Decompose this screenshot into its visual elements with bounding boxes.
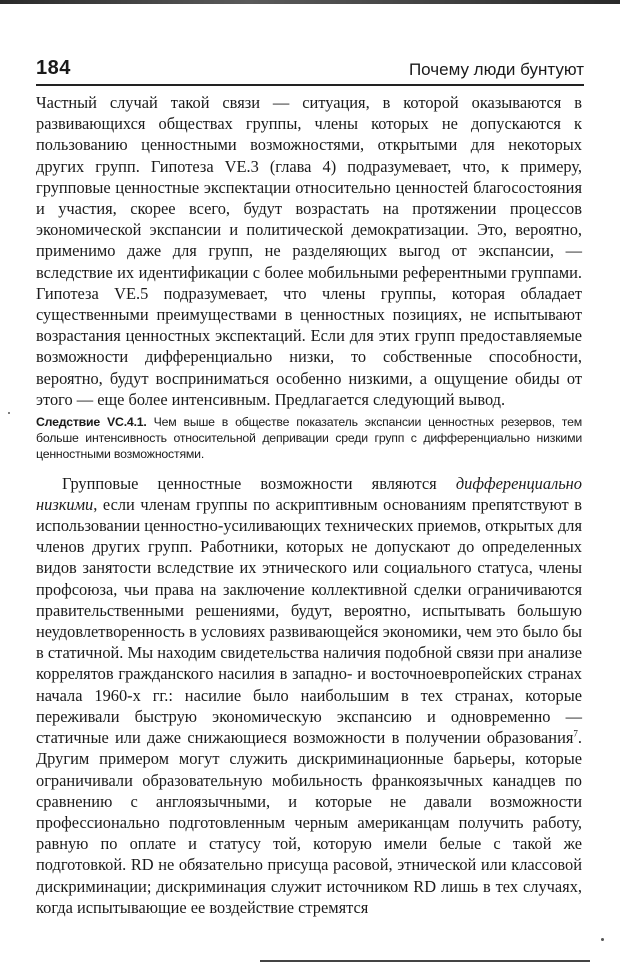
corollary-block xyxy=(36,414,582,463)
scan-speck xyxy=(8,412,10,414)
page-body xyxy=(36,92,582,918)
page-header xyxy=(36,54,584,86)
corollary-text: Чем выше в обществе показатель экспансии ценностных резервов, тем больше интенсивность относительной депривации среди групп с дифференциально низкими ценностными возможностями. xyxy=(36,415,582,462)
bottom-scan-edge xyxy=(260,960,590,962)
paragraph-2 xyxy=(36,473,582,918)
top-border-rule xyxy=(0,0,620,4)
footnote-marker[interactable]: 7 xyxy=(573,728,578,739)
corollary-label: Следствие VC.4.1. xyxy=(36,415,147,430)
paragraph-2-emphasis: дифференциально низкими xyxy=(36,473,582,514)
paragraph-2-lead: Групповые ценностные возможности являются xyxy=(62,473,456,493)
running-title: Почему люди бунтуют xyxy=(408,60,584,79)
page-number: 184 xyxy=(36,57,71,79)
paragraph-2-body: , если членам группы по аскриптивным основаниям препятствуют в использовании ценностно-усиливающих технических приемов, открытых для членов других групп. Работники, которых не допускают до определенных видов занятости вследствие их этнического или социального статуса, члены профсоюза, чьи права на заключение коллективной сделки ограничиваются правительственными решениями, будут, вероятно, испытывать большую неудовлетворенность в условиях развивающейся экономики, чем это было бы в статичной. Мы находим свидетельства наличия подобной связи при анализе коррелятов гражданского насилия в западно- и восточноевропейских странах начала 1960-х гг.: насилие было наибольшим в тех странах, которые переживали быструю экономическую экспансию и одновременно — статичные или даже снижающиеся возможности в получении образования xyxy=(36,494,582,748)
scan-speck xyxy=(601,938,604,941)
paragraph-2-tail: . Другим примером могут служить дискриминационные барьеры, которые ограничивали образовательную мобильность франкоязычных канадцев по сравнению с англоязычными, и которые не давали возможности профессионально подготовленным черным американцам получить работу, равную по оплате и статусу той, которую имели белые с такой же подготовкой. RD не обязательно присуща расовой, этнической или классовой дискриминации; дискриминация служит источником RD лишь в тех случаях, когда испытывающие ее воздействие стремятся xyxy=(36,728,582,917)
paragraph-1: Частный случай такой связи — ситуация, в которой оказываются в развивающихся обществах группы, члены которых не допускаются к пользованию ценностными возможностями, открытыми для некоторых других групп. Гипотеза VE.3 (глава 4) подразумевает, что, к примеру, групповые ценностные экспектации относительно ценностей благосостояния и участия, скорее всего, будут возрастать на протяжении процессов экономической экспансии и политической демократизации. Это, вероятно, применимо даже для групп, не разделяющих выгод от экспансии, — вследствие их идентификации с более мобильными референтными группами. Гипотеза VE.5 подразумевает, что члены группы, которая обладает существенными преимуществами в ценностных позициях, не испытывают возрастания ценностных экспектаций. Если для этих групп предоставляемые возможности дифференциально низки, то собственные способности, вероятно, будут восприниматься особенно низкими, а ощущение обиды от этого — еще более интенсивным. Предлагается следующий вывод. xyxy=(36,93,582,409)
